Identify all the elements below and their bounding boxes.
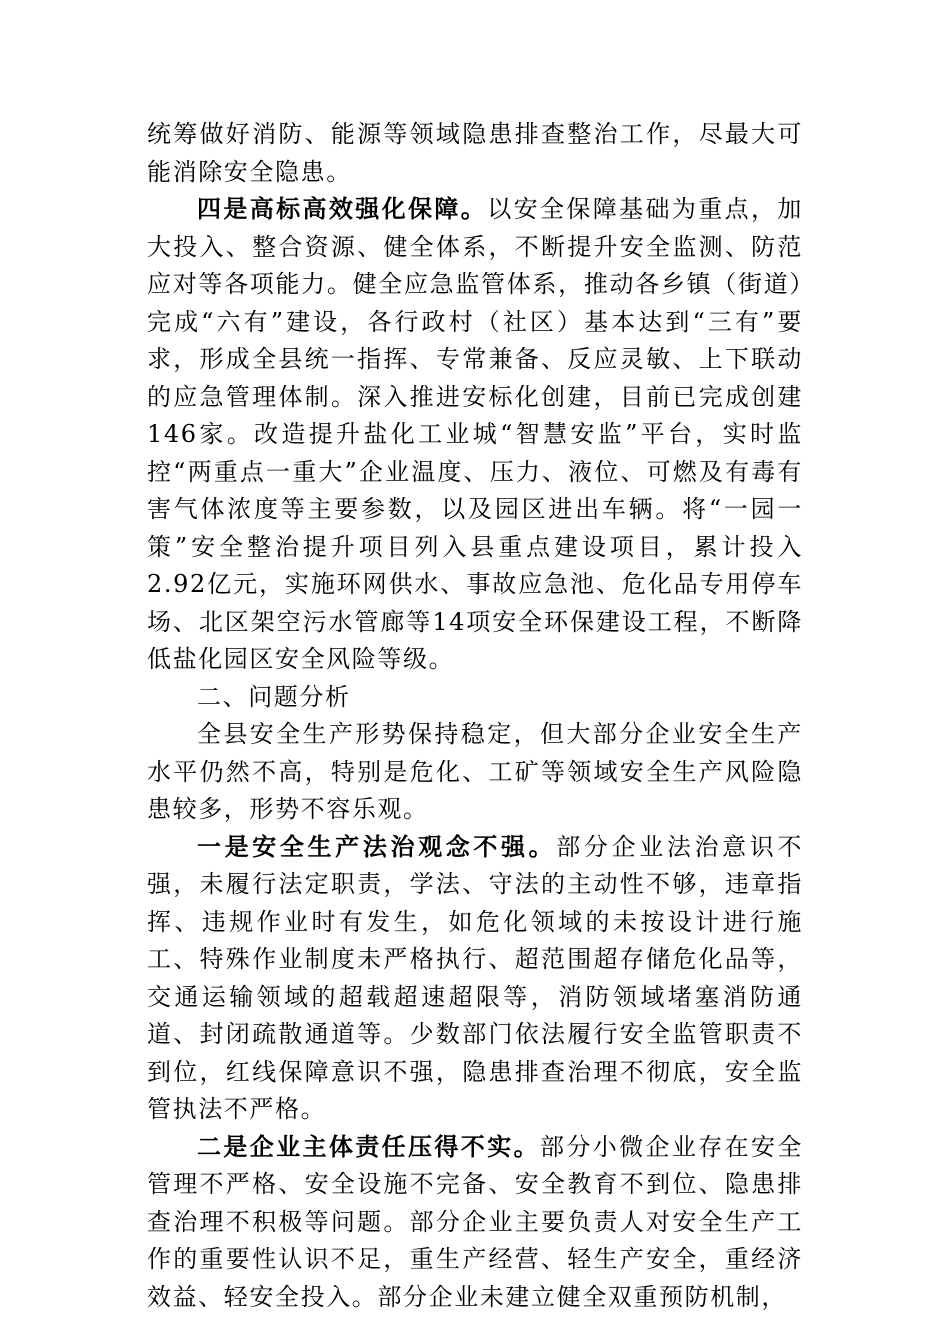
paragraph-lead: 二是企业主体责任压得不实。 <box>197 1132 540 1161</box>
paragraph-overview <box>147 716 803 829</box>
document-page <box>147 116 803 1316</box>
paragraph-legal-awareness <box>147 829 803 1129</box>
section-heading: 二、问题分析 <box>197 682 351 711</box>
paragraph-text: 统筹做好消防、能源等领域隐患排查整治工作，尽最大可能消除安全隐患。 <box>147 120 803 186</box>
paragraph-text: 全县安全生产形势保持稳定，但大部分企业安全生产水平仍然不高，特别是危化、工矿等领域安全生产风险隐患较多，形势不容乐观。 <box>147 720 803 823</box>
paragraph-guarantee <box>147 191 803 679</box>
paragraph-text: 部分小微企业存在安全管理不严格、安全设施不完备、安全教育不到位、隐患排查治理不积极等问题。部分企业主要负责人对安全生产工作的重要性认识不足，重生产经营、轻生产安全，重经济效益、轻安全投入。部分企业未建立健全双重预防机制， <box>147 1132 803 1311</box>
paragraph-text: 以安全保障基础为重点，加大投入、整合资源、健全体系，不断提升安全监测、防范应对等各项能力。健全应急监管体系，推动各乡镇（街道）完成“六有”建设，各行政村（社区）基本达到“三有”要求，形成全县统一指挥、专常兼备、反应灵敏、上下联动的应急管理体制。深入推进安标化创建，目前已完成创建146家。改造提升盐化工业城“智慧安监”平台，实时监控“两重点一重大”企业温度、压力、液位、可燃及有毒有害气体浓度等主要参数，以及园区进出车辆。将“一园一策”安全整治提升项目列入县重点建设项目，累计投入2.92亿元，实施环网供水、事故应急池、危化品专用停车场、北区架空污水管廊等14项安全环保建设工程，不断降低盐化园区安全风险等级。 <box>147 195 803 673</box>
paragraph-lead: 一是安全生产法治观念不强。 <box>197 832 557 861</box>
paragraph-continuation <box>147 116 803 191</box>
paragraph-enterprise-responsibility <box>147 1129 803 1317</box>
paragraph-text: 部分企业法治意识不强，未履行法定职责，学法、守法的主动性不够，违章指挥、违规作业时有发生，如危化领域的未按设计进行施工、特殊作业制度未严格执行、超范围超存储危化品等，交通运输领域的超载超速超限等，消防领域堵塞消防通道、封闭疏散通道等。少数部门依法履行安全监管职责不到位，红线保障意识不强，隐患排查治理不彻底，安全监管执法不严格。 <box>147 832 803 1123</box>
paragraph-lead: 四是高标高效强化保障。 <box>197 195 488 223</box>
